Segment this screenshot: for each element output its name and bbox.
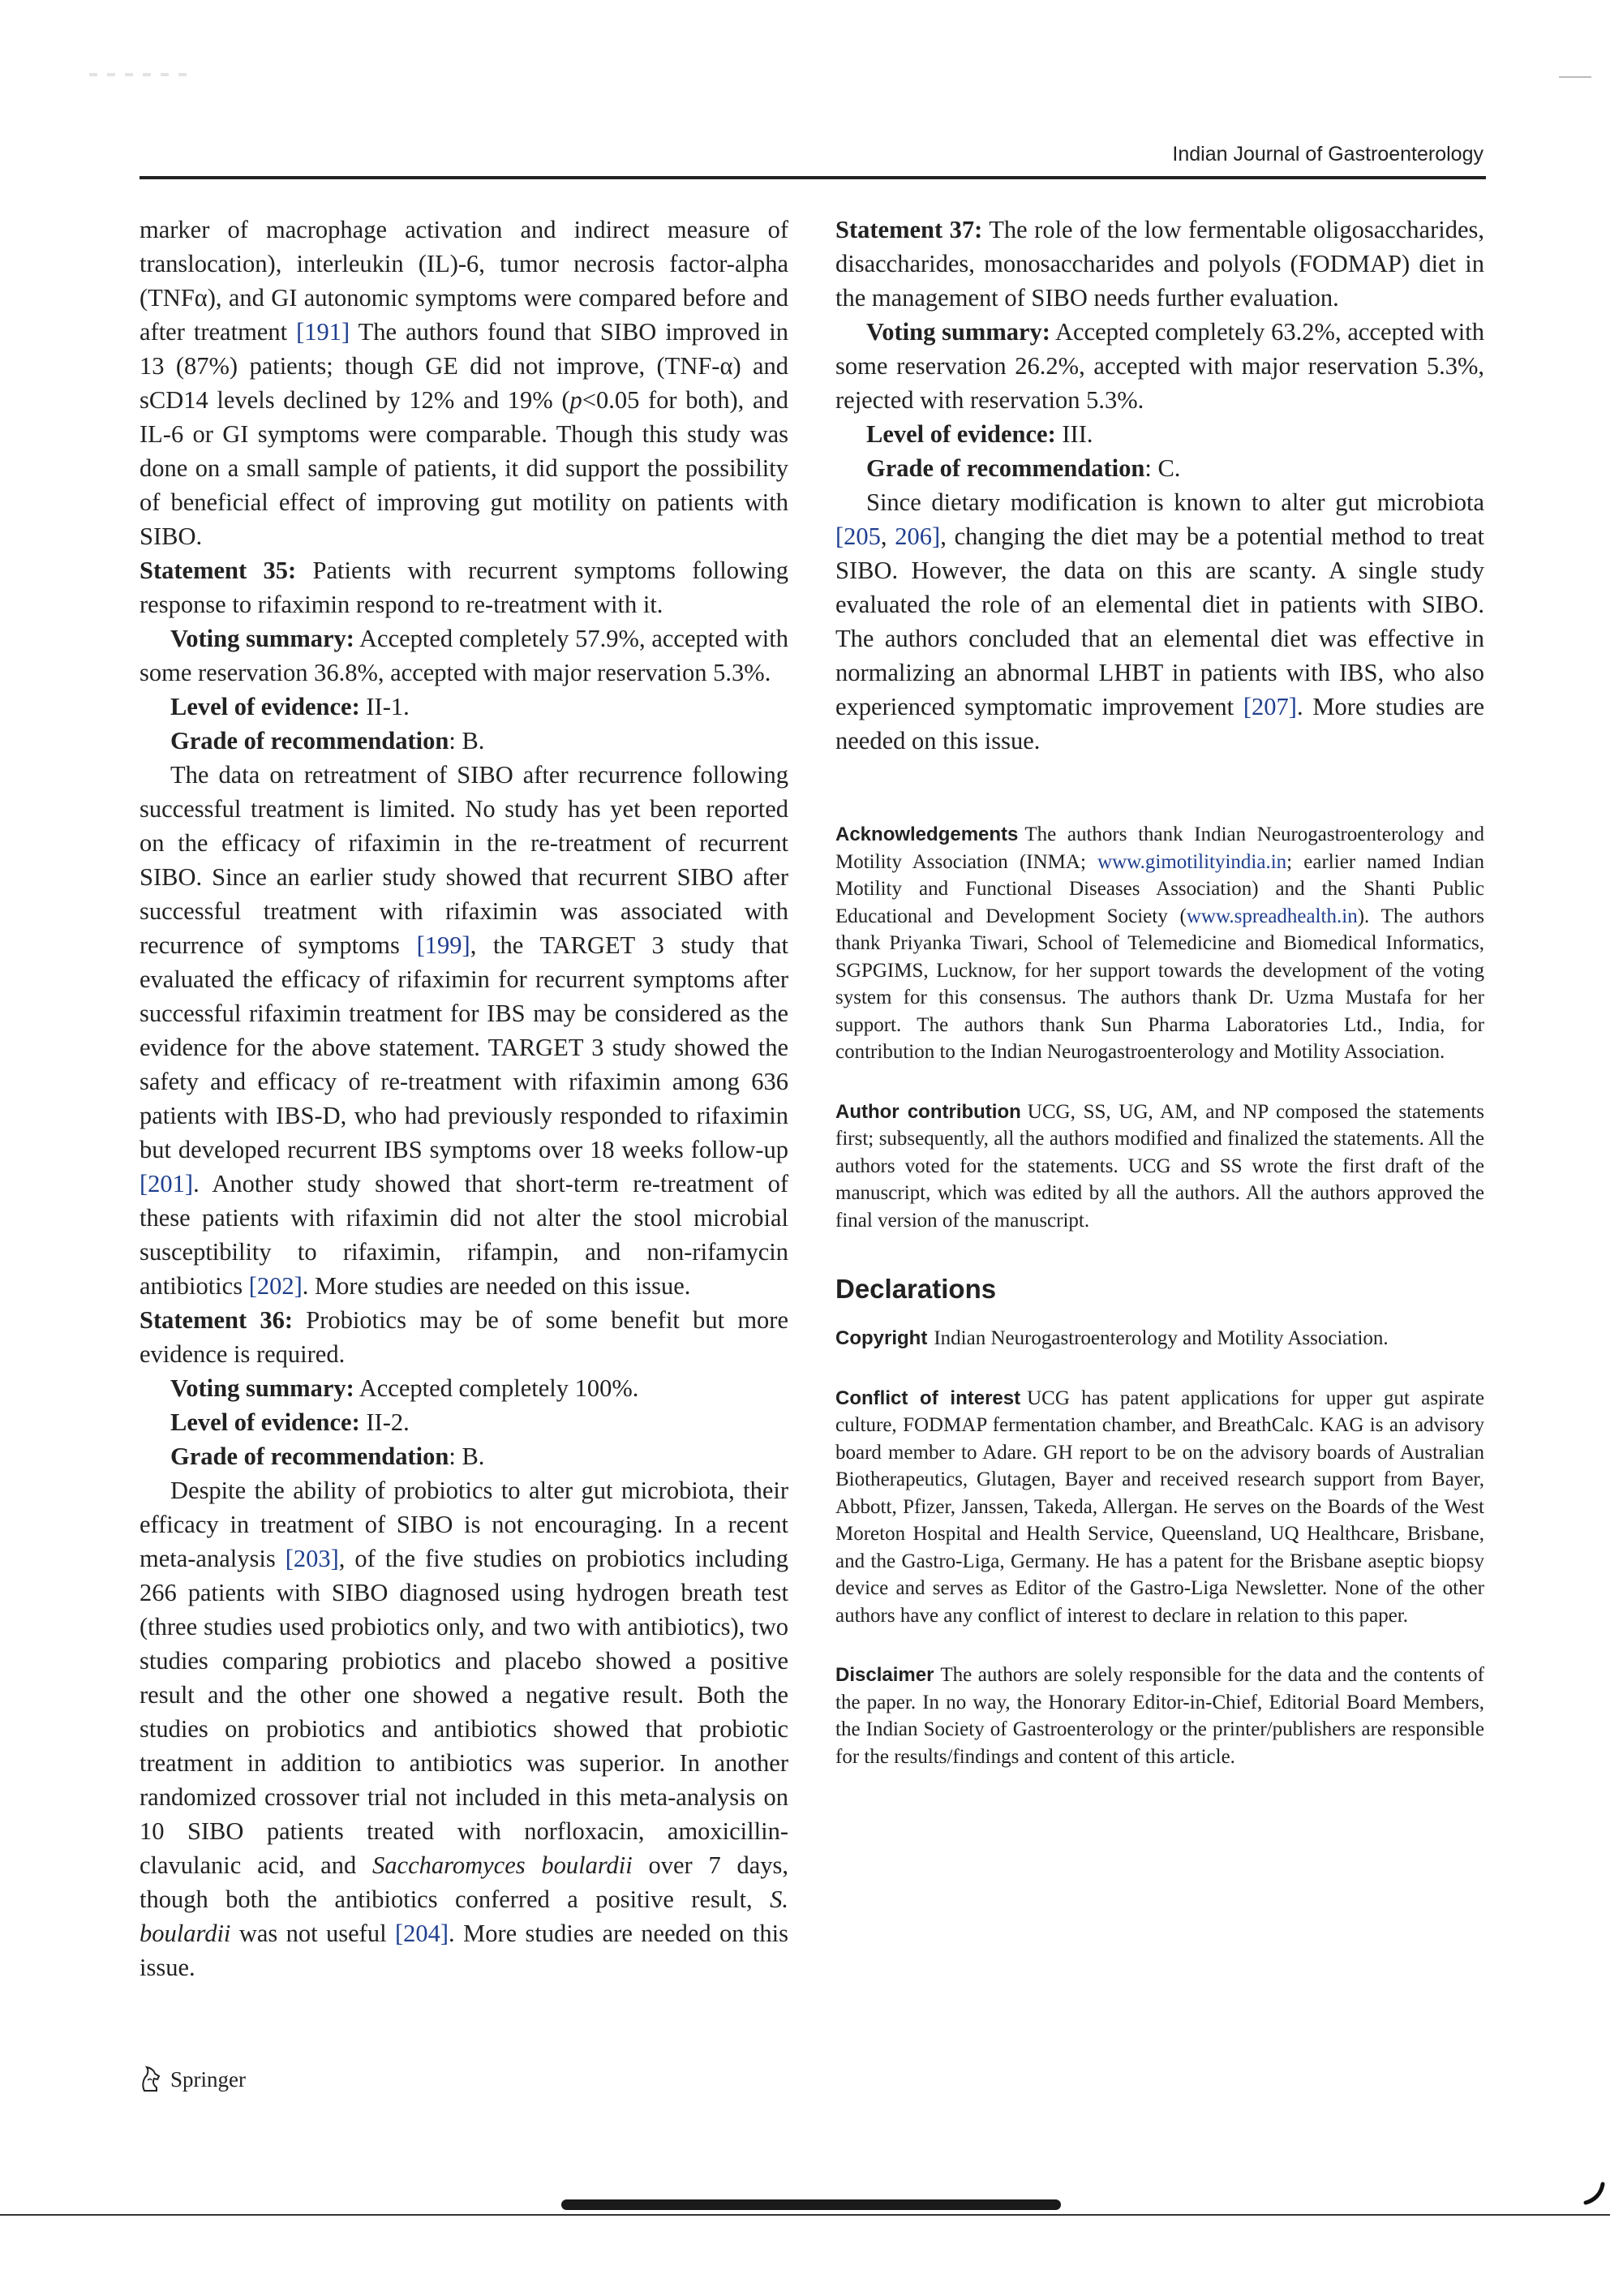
disclaimer: Disclaimer The authors are solely responsible for the data and the contents of the paper. In no way, the Honorary Editor-in-Chief, Editorial Board Members, the Indian Society of Gastroenterology or the printer/publishers are responsible for the results/findings and content of this article. bbox=[835, 1664, 1484, 1768]
acknowledgements: Acknowledgements The authors thank Indian Neurogastroenterology and Motility Association (INMA; www.gimotilityindia.in; earlier named Indian Motility and Functional Diseases Association) and the Shanti Public Educational and Development Society (www.spreadhealth.in). The authors thank Priyanka Tiwari, School of Telemedicine and Biomedical Informatics, SGPGIMS, Lucknow, for her support towards the development of the voting system for this consensus. The authors thank Dr. Uzma Mustafa for her support. The authors thank Sun Pharma Laboratories Ltd., India, for contribution to the Indian Neurogastroenterology and Motility Association. bbox=[835, 823, 1484, 1063]
citation-link[interactable]: [204] bbox=[394, 1920, 449, 1947]
citation-link[interactable]: [191] bbox=[296, 318, 350, 346]
right-column bbox=[835, 213, 1484, 1770]
springer-horse-icon bbox=[140, 2066, 162, 2093]
author-contribution: Author contribution UCG, SS, UG, AM, and NP composed the statements first; subsequently, all the authors modified and finalized the statements. All the authors voted for the statements. UCG and SS wrote the first draft of the manuscript, which was edited by all the authors. All the authors approved the final version of the manuscript. bbox=[835, 1100, 1485, 1232]
paragraph-sibo-motility: marker of macrophage activation and indirect measure of translocation), interleukin (IL)-6, tumor necrosis factor-alpha (TNFα), and GI autonomic symptoms were compared before and after treatment [191] The authors found that SIBO improved in 13 (87%) patients; though GE did not improve, (TNF-α) and sCD14 levels declined by 12% and 19% (p<0.05 for both), and IL-6 or GI symptoms were comparable. Though this study was done on a small sample of patients, it did support the possibility of beneficial effect of improving gut motility on patients with SIBO. bbox=[140, 216, 789, 550]
declarations-heading: Declarations bbox=[835, 1274, 997, 1304]
grade-of-recommendation-37: Grade of recommendation: C. bbox=[866, 454, 1181, 482]
citation-link[interactable]: [201] bbox=[140, 1170, 194, 1197]
copyright-label: Copyright bbox=[835, 1327, 928, 1349]
statement-35: Statement 35: Patients with recurrent symptoms following response to rifaximin respond to re-treatment with it. bbox=[140, 557, 788, 618]
publisher-name: Springer bbox=[170, 2066, 246, 2092]
citation-link[interactable]: 206] bbox=[895, 522, 941, 550]
journal-title: Indian Journal of Gastroenterology bbox=[1172, 143, 1483, 166]
header-rule bbox=[140, 176, 1486, 179]
citation-link[interactable]: [203] bbox=[285, 1545, 339, 1572]
voting-summary-36: Voting summary: Accepted completely 100%. bbox=[170, 1374, 639, 1402]
paragraph-retreatment: The data on retreatment of SIBO after recurrence following successful treatment is limited. No study has yet been reported on the efficacy of rifaximin in the re-treatment of recurrent SIBO. Since an earlier study showed that recurrent SIBO after successful treatment with rifaximin was associated with recurrence of symptoms [199], the TARGET 3 study that evaluated the efficacy of rifaximin for recurrent symptoms after successful rifaximin treatment for IBS may be considered as the evidence for the above statement. TARGET 3 study showed the safety and efficacy of re-treatment with rifaximin among 636 patients with IBS-D, who had previously responded to rifaximin but developed recurrent IBS symptoms over 18 weeks follow-up [201]. Another study showed that short-term re-treatment of these patients with rifaximin did not alter the stool microbial susceptibility to rifaximin, rifampin, and non-rifamycin antibiotics [202]. More studies are needed on this issue. bbox=[140, 761, 788, 1300]
grade-of-recommendation-35: Grade of recommendation: B. bbox=[170, 727, 485, 755]
voting-summary-37: Voting summary: Accepted completely 63.2%, accepted with some reservation 26.2%, accepted with major reservation 5.3%, rejected with reservation 5.3%. bbox=[835, 318, 1484, 414]
page-edge-artifact bbox=[89, 73, 195, 76]
level-of-evidence-35: Level of evidence: II-1. bbox=[170, 693, 410, 720]
conflict-of-interest: Conflict of interest UCG has patent applications for upper gut aspirate culture, FODMAP fermentation chamber, and BreathCalc. KAG is an advisory board member to Adare. GH report to be on the advisory boards of Australian Biotherapeutics, Glutagen, Bayer and received research support from Bayer, Abbott, Pfizer, Janssen, Takeda, Allergan. He serves on the Boards of the West Moreton Hospital and Health Service, Queensland, UQ Healthcare, Brisbane, and the Gastro-Liga, Germany. He has a patent for the Brisbane aseptic biopsy device and serves as Editor of the Gastro-Liga Newsletter. None of the other authors have any conflict of interest to declare in relation to this paper. bbox=[835, 1387, 1484, 1627]
springer-logo bbox=[140, 2066, 246, 2093]
citation-link[interactable]: [199] bbox=[416, 931, 470, 959]
citation-link[interactable]: [202] bbox=[248, 1272, 303, 1300]
level-of-evidence-37: Level of evidence: III. bbox=[866, 420, 1093, 448]
voting-summary-35: Voting summary: Accepted completely 57.9%, accepted with some reservation 36.8%, accepted with major reservation 5.3%. bbox=[140, 625, 788, 686]
author-contribution-label: Author contribution bbox=[835, 1100, 1021, 1123]
page-bottom-rule bbox=[0, 2214, 1610, 2216]
left-column bbox=[140, 213, 788, 1984]
statement-37: Statement 37: The role of the low fermentable oligosaccharides, disaccharides, monosaccharides and polyols (FODMAP) diet in the management of SIBO needs further evaluation. bbox=[835, 216, 1484, 312]
disclaimer-label: Disclaimer bbox=[835, 1664, 934, 1686]
inma-website-link[interactable]: www.gimotilityindia.in bbox=[1097, 850, 1287, 873]
paragraph-diet: Since dietary modification is known to alter gut microbiota [205, 206], changing the diet may be a potential method to treat SIBO. However, the data on this are scanty. A single study evaluated the role of an elemental diet in patients with SIBO. The authors concluded that an elemental diet was effective in normalizing an abnormal LHBT in patients with IBS, who also experienced symptomatic improvement [207]. More studies are needed on this issue. bbox=[835, 488, 1484, 755]
citation-link[interactable]: [205 bbox=[835, 522, 881, 550]
grade-of-recommendation-36: Grade of recommendation: B. bbox=[170, 1443, 485, 1470]
corner-curl-icon[interactable] bbox=[1582, 2181, 1608, 2208]
statement-36: Statement 36: Probiotics may be of some benefit but more evidence is required. bbox=[140, 1306, 788, 1368]
copyright: Copyright Indian Neurogastroenterology and Motility Association. bbox=[835, 1327, 1389, 1349]
conflict-of-interest-label: Conflict of interest bbox=[835, 1387, 1021, 1409]
paragraph-probiotics: Despite the ability of probiotics to alter gut microbiota, their efficacy in treatment of SIBO is not encouraging. In a recent meta-analysis [203], of the five studies on probiotics including 266 patients with SIBO diagnosed using hydrogen breath test (three studies used probiotics only, and two with antibiotics), two studies comparing probiotics and placebo showed a positive result and the other one showed a negative result. Both the studies on probiotics and antibiotics showed that probiotic treatment in addition to antibiotics was superior. In another randomized crossover trial not included in this meta-analysis on 10 SIBO patients treated with norfloxacin, amoxicillin-clavulanic acid, and Saccharomyces boulardii over 7 days, though both the antibiotics conferred a positive result, S. boulardii was not useful [204]. More studies are needed on this issue. bbox=[140, 1477, 789, 1981]
level-of-evidence-36: Level of evidence: II-2. bbox=[170, 1408, 410, 1436]
scroll-indicator[interactable] bbox=[561, 2199, 1061, 2210]
spreadhealth-website-link[interactable]: www.spreadhealth.in bbox=[1186, 905, 1358, 927]
page-edge-mark bbox=[1559, 76, 1591, 78]
citation-link[interactable]: [207] bbox=[1243, 693, 1297, 720]
acknowledgements-label: Acknowledgements bbox=[835, 823, 1019, 845]
